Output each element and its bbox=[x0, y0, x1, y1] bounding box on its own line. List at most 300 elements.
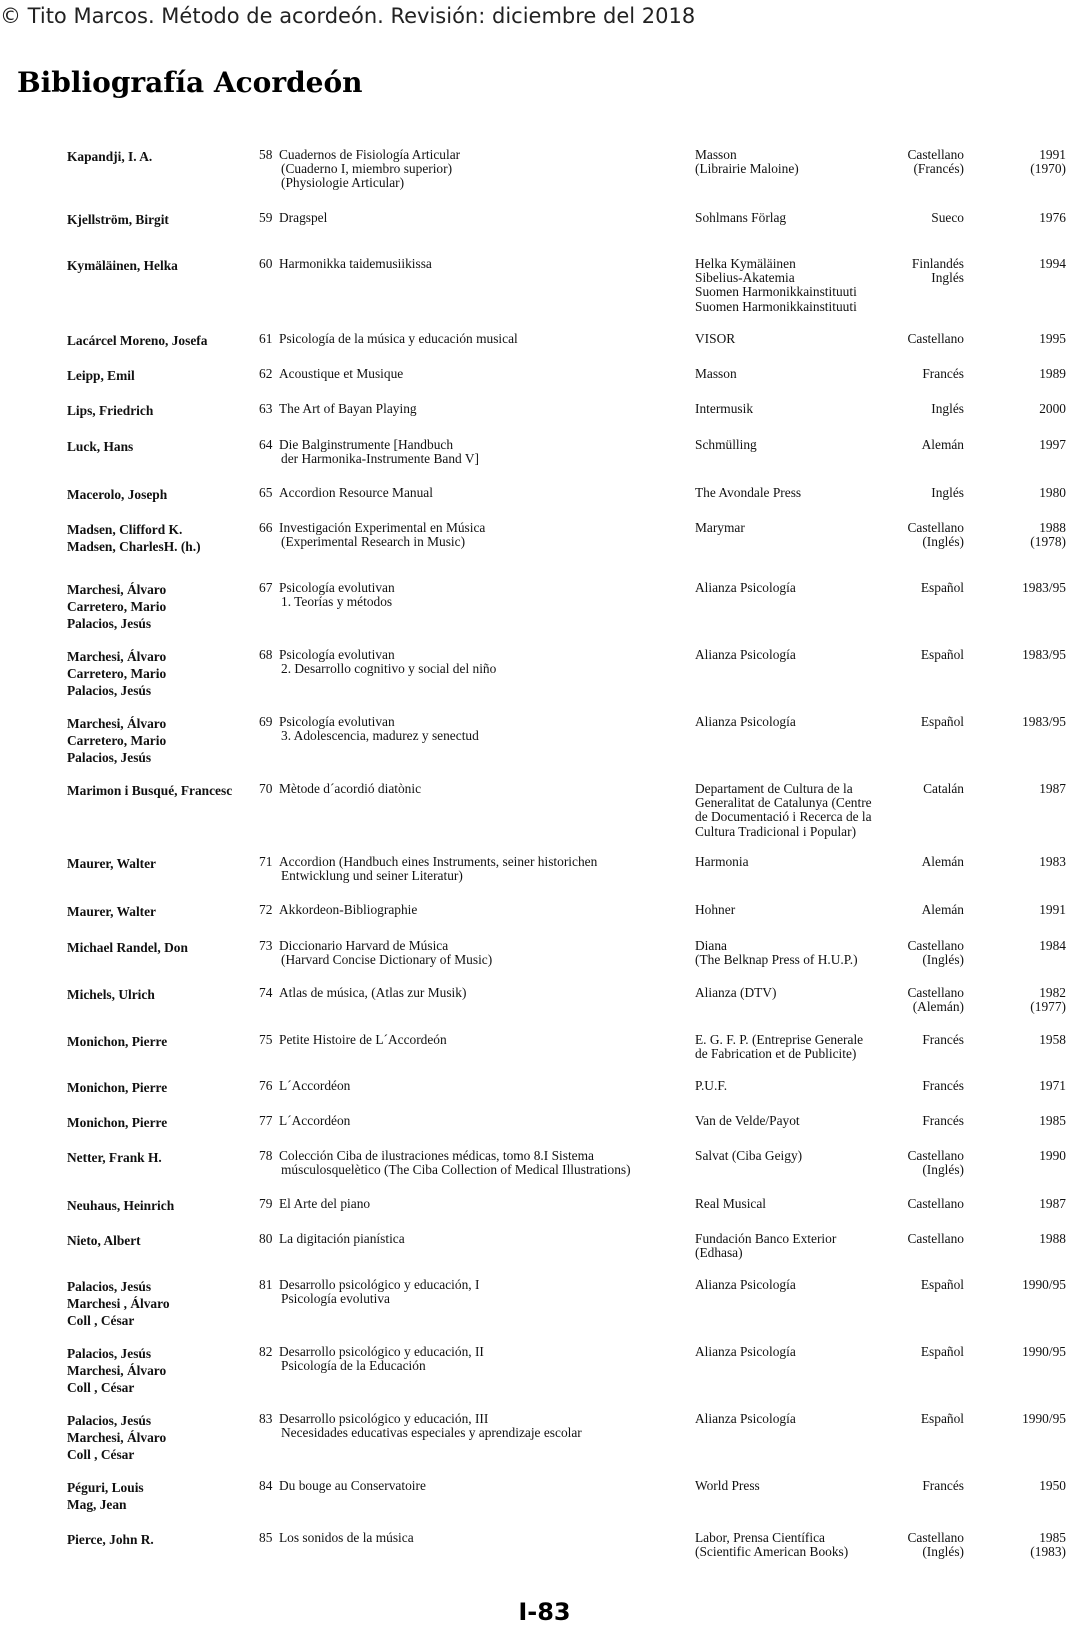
entry-year-line: 1985 bbox=[1039, 1113, 1066, 1128]
entry-title-line: Accordion Resource Manual bbox=[279, 485, 433, 500]
entry-year bbox=[980, 715, 1066, 729]
entry-title bbox=[279, 148, 689, 191]
entry-title bbox=[279, 1232, 689, 1246]
entry-authors bbox=[67, 715, 252, 766]
entry-title bbox=[279, 402, 689, 416]
entry-title-line: Desarrollo psicológico y educación, II bbox=[279, 1344, 484, 1359]
entry-language-line: (Inglés) bbox=[922, 1162, 964, 1178]
entry-language-line: Francés bbox=[922, 1032, 964, 1047]
entry-language bbox=[860, 332, 964, 346]
entry-title-line: El Arte del piano bbox=[279, 1196, 371, 1211]
entry-language-line: Español bbox=[920, 647, 964, 662]
entry-authors bbox=[67, 257, 252, 274]
entry-authors bbox=[67, 903, 252, 920]
entry-title-line: Petite Histoire de L´Accordeón bbox=[279, 1032, 447, 1047]
entry-title-line: Desarrollo psicológico y educación, I bbox=[279, 1277, 480, 1292]
entry-number: 76 bbox=[259, 1078, 273, 1093]
entry-authors-line: Lips, Friedrich bbox=[67, 403, 154, 418]
entry-authors-line: Marchesi, Álvaro bbox=[67, 649, 167, 664]
entry-authors-line: Carretero, Mario bbox=[67, 599, 167, 614]
entry-language-line: Francés bbox=[922, 1113, 964, 1128]
entry-title-line: 2. Desarrollo cognitivo y social del niño bbox=[281, 661, 497, 677]
entry-language bbox=[860, 1232, 964, 1246]
entry-authors-line: Neuhaus, Heinrich bbox=[67, 1198, 175, 1213]
entry-year bbox=[980, 986, 1066, 1014]
entry-publisher-line: de Documentació i Recerca de la bbox=[695, 809, 872, 825]
entry-language bbox=[860, 581, 964, 595]
entry-year-line: 1995 bbox=[1039, 331, 1066, 346]
entry-publisher-line: Van de Velde/Payot bbox=[695, 1113, 800, 1128]
entry-language-line: Castellano bbox=[907, 1148, 964, 1163]
entry-authors bbox=[67, 438, 252, 455]
entry-authors-line: Coll , César bbox=[67, 1447, 135, 1462]
entry-publisher-line: Masson bbox=[695, 147, 737, 162]
entry-title bbox=[279, 903, 689, 917]
entry-number: 74 bbox=[259, 985, 273, 1000]
entry-language-line: (Inglés) bbox=[922, 952, 964, 968]
entry-year-line: 1980 bbox=[1039, 485, 1066, 500]
entry-authors-line: Leipp, Emil bbox=[67, 368, 135, 383]
entry-number: 69 bbox=[259, 714, 273, 729]
entry-title-line: (Physiologie Articular) bbox=[281, 175, 405, 191]
entry-language-line: Alemán bbox=[921, 854, 964, 869]
entry-title-line: músculosquelètico (The Ciba Collection of Medical Illustrations) bbox=[281, 1162, 631, 1178]
entry-authors-line: Lacárcel Moreno, Josefa bbox=[67, 333, 208, 348]
entry-title bbox=[279, 1412, 689, 1440]
entry-authors bbox=[67, 1531, 252, 1548]
entry-publisher-line: Schmülling bbox=[695, 437, 757, 452]
entry-publisher-line: Alianza (DTV) bbox=[695, 985, 777, 1000]
entry-year-line: 1976 bbox=[1039, 210, 1066, 225]
entry-language-line: (Francés) bbox=[913, 161, 964, 177]
entry-authors bbox=[67, 581, 252, 632]
entry-publisher-line: E. G. F. P. (Entreprise Generale bbox=[695, 1032, 864, 1047]
entry-language-line: Castellano bbox=[907, 985, 964, 1000]
entry-authors-line: Monichon, Pierre bbox=[67, 1034, 168, 1049]
entry-year-line: (1977) bbox=[1030, 999, 1066, 1015]
entry-authors-line: Monichon, Pierre bbox=[67, 1080, 168, 1095]
entry-year bbox=[980, 1079, 1066, 1093]
entry-authors-line: Kapandji, I. A. bbox=[67, 149, 153, 164]
entry-year bbox=[980, 332, 1066, 346]
entry-year bbox=[980, 1278, 1066, 1292]
entry-publisher-line: Helka Kymäläinen bbox=[695, 256, 796, 271]
entry-authors-line: Péguri, Louis bbox=[67, 1480, 144, 1495]
entry-number: 65 bbox=[259, 485, 273, 500]
entry-title-line: (Harvard Concise Dictionary of Music) bbox=[281, 952, 493, 968]
entry-language-line: (Inglés) bbox=[922, 534, 964, 550]
entry-publisher-line: Sibelius-Akatemia bbox=[695, 270, 795, 286]
entry-language bbox=[860, 903, 964, 917]
entry-year-line: 1983 bbox=[1039, 854, 1066, 869]
entry-authors-line: Marimon i Busqué, Francesc bbox=[67, 783, 233, 798]
entry-year-line: 1985 bbox=[1039, 1530, 1066, 1545]
entry-authors-line: Monichon, Pierre bbox=[67, 1115, 168, 1130]
entry-title bbox=[279, 648, 689, 676]
entry-language-line: Español bbox=[920, 580, 964, 595]
entry-title-line: Cuadernos de Fisiología Articular bbox=[279, 147, 461, 162]
entry-authors-line: Kjellström, Birgit bbox=[67, 212, 169, 227]
entry-authors bbox=[67, 1412, 252, 1463]
entry-language-line: Sueco bbox=[931, 210, 964, 225]
entry-title-line: Investigación Experimental en Música bbox=[279, 520, 486, 535]
entry-authors-line: Michels, Ulrich bbox=[67, 987, 155, 1002]
entry-year bbox=[980, 1033, 1066, 1047]
entry-title-line: Atlas de música, (Atlas zur Musik) bbox=[279, 985, 467, 1000]
entry-language-line: Catalán bbox=[923, 781, 964, 796]
entry-title-line: der Harmonika-Instrumente Band V] bbox=[281, 451, 479, 467]
entry-title bbox=[279, 1149, 689, 1177]
entry-number: 75 bbox=[259, 1032, 273, 1047]
entry-year bbox=[980, 257, 1066, 271]
entry-number: 71 bbox=[259, 854, 273, 869]
entry-authors bbox=[67, 782, 252, 799]
entry-number: 77 bbox=[259, 1113, 273, 1128]
entry-language-line: Español bbox=[920, 1411, 964, 1426]
entry-language-line: Alemán bbox=[921, 437, 964, 452]
entry-number: 70 bbox=[259, 781, 273, 796]
entry-title bbox=[279, 1033, 689, 1047]
entry-authors bbox=[67, 1278, 252, 1329]
entry-authors-line: Coll , César bbox=[67, 1313, 135, 1328]
entry-authors-line: Maurer, Walter bbox=[67, 904, 157, 919]
entry-year bbox=[980, 521, 1066, 549]
entry-title bbox=[279, 521, 689, 549]
entry-language-line: Castellano bbox=[907, 520, 964, 535]
entry-title bbox=[279, 986, 689, 1000]
entry-title bbox=[279, 581, 689, 609]
entry-language bbox=[860, 715, 964, 729]
entry-title-line: L´Accordéon bbox=[279, 1078, 351, 1093]
entry-language bbox=[860, 486, 964, 500]
entry-language-line: Castellano bbox=[907, 1231, 964, 1246]
entry-language bbox=[860, 257, 964, 285]
entry-title bbox=[279, 367, 689, 381]
entry-authors-line: Netter, Frank H. bbox=[67, 1150, 162, 1165]
entry-title bbox=[279, 211, 689, 225]
entry-number: 81 bbox=[259, 1277, 273, 1292]
entry-year bbox=[980, 1531, 1066, 1559]
entry-authors bbox=[67, 986, 252, 1003]
entry-publisher-line: Alianza Psicología bbox=[695, 1411, 796, 1426]
entry-number: 64 bbox=[259, 437, 273, 452]
entry-number: 58 bbox=[259, 147, 273, 162]
entry-publisher-line: (Librairie Maloine) bbox=[695, 161, 799, 177]
entry-publisher-line: Suomen Harmonikkainstituuti bbox=[695, 284, 857, 300]
entry-publisher-line: (The Belknap Press of H.U.P.) bbox=[695, 952, 858, 968]
entry-publisher-line: Marymar bbox=[695, 520, 745, 535]
entry-year bbox=[980, 438, 1066, 452]
entry-authors-line: Madsen, Clifford K. bbox=[67, 522, 183, 537]
entry-language-line: Español bbox=[920, 1344, 964, 1359]
entry-year bbox=[980, 1412, 1066, 1426]
entry-authors-line: Coll , César bbox=[67, 1380, 135, 1395]
entry-publisher-line: Alianza Psicología bbox=[695, 580, 796, 595]
entry-year-line: 1983/95 bbox=[1022, 580, 1066, 595]
entry-number: 82 bbox=[259, 1344, 273, 1359]
entry-authors bbox=[67, 1114, 252, 1131]
entry-publisher-line: Intermusik bbox=[695, 401, 754, 416]
entry-title-line: 3. Adolescencia, madurez y senectud bbox=[281, 728, 479, 744]
entry-publisher-line: The Avondale Press bbox=[695, 485, 802, 500]
entry-language bbox=[860, 211, 964, 225]
entry-title bbox=[279, 1278, 689, 1306]
entry-title-line: Necesidades educativas especiales y aprendizaje escolar bbox=[281, 1425, 582, 1441]
entry-year-line: 1990/95 bbox=[1022, 1411, 1066, 1426]
entry-number: 62 bbox=[259, 366, 273, 381]
entry-number: 83 bbox=[259, 1411, 273, 1426]
entry-publisher-line: Suomen Harmonikkainstituuti bbox=[695, 298, 857, 314]
entry-number: 80 bbox=[259, 1231, 273, 1246]
entry-publisher-line: Alianza Psicología bbox=[695, 1277, 796, 1292]
entry-language bbox=[860, 1345, 964, 1359]
entry-authors bbox=[67, 332, 252, 349]
entry-authors bbox=[67, 855, 252, 872]
entry-title-line: Die Balginstrumente [Handbuch bbox=[279, 437, 454, 452]
entry-year-line: 1994 bbox=[1039, 256, 1066, 271]
entry-language-line: Castellano bbox=[907, 938, 964, 953]
entry-title bbox=[279, 257, 689, 271]
entry-publisher-line: VISOR bbox=[695, 331, 736, 346]
entry-authors bbox=[67, 939, 252, 956]
entry-language-line: Castellano bbox=[907, 1530, 964, 1545]
entry-number: 79 bbox=[259, 1196, 273, 1211]
entry-number: 59 bbox=[259, 210, 273, 225]
entry-language bbox=[860, 1079, 964, 1093]
entry-authors-line: Palacios, Jesús bbox=[67, 616, 152, 631]
entry-year-line: 1983/95 bbox=[1022, 647, 1066, 662]
page-title: Bibliografía Acordeón bbox=[17, 66, 363, 99]
entry-year-line: (1970) bbox=[1030, 161, 1066, 177]
entry-year bbox=[980, 1149, 1066, 1163]
page-number: I-83 bbox=[518, 1598, 571, 1626]
entry-authors bbox=[67, 1197, 252, 1214]
entry-authors-line: Macerolo, Joseph bbox=[67, 487, 168, 502]
entry-year bbox=[980, 782, 1066, 796]
entry-number: 73 bbox=[259, 938, 273, 953]
entry-authors-line: Maurer, Walter bbox=[67, 856, 157, 871]
entry-language-line: Español bbox=[920, 1277, 964, 1292]
entry-title-line: Psicología evolutiva bbox=[281, 1291, 390, 1307]
entry-publisher-line: P.U.F. bbox=[695, 1078, 728, 1093]
entry-number: 61 bbox=[259, 331, 273, 346]
entry-year-line: 1983/95 bbox=[1022, 714, 1066, 729]
entry-authors bbox=[67, 402, 252, 419]
entry-authors-line: Madsen, CharlesH. (h.) bbox=[67, 539, 201, 554]
entry-year bbox=[980, 486, 1066, 500]
entry-title-line: Accordion (Handbuch eines Instruments, seiner historichen bbox=[279, 854, 598, 869]
entry-title bbox=[279, 438, 689, 466]
entry-title-line: Colección Ciba de ilustraciones médicas, tomo 8.I Sistema bbox=[279, 1148, 594, 1163]
entry-language-line: Alemán bbox=[921, 902, 964, 917]
entry-number: 78 bbox=[259, 1148, 273, 1163]
entry-authors-line: Marchesi , Álvaro bbox=[67, 1296, 170, 1311]
entry-title bbox=[279, 1345, 689, 1373]
entry-year-line: (1978) bbox=[1030, 534, 1066, 550]
entry-title-line: Psicología de la música y educación musical bbox=[279, 331, 518, 346]
entry-title-line: Du bouge au Conservatoire bbox=[279, 1478, 426, 1493]
entry-authors-line: Carretero, Mario bbox=[67, 666, 167, 681]
entry-language-line: Castellano bbox=[907, 147, 964, 162]
entry-publisher-line: Alianza Psicología bbox=[695, 647, 796, 662]
entry-authors bbox=[67, 648, 252, 699]
entry-language bbox=[860, 648, 964, 662]
entry-title bbox=[279, 715, 689, 743]
entry-year-line: 1982 bbox=[1039, 985, 1066, 1000]
entry-authors bbox=[67, 486, 252, 503]
entry-language bbox=[860, 1531, 964, 1559]
entry-year-line: 1990/95 bbox=[1022, 1344, 1066, 1359]
entry-year bbox=[980, 581, 1066, 595]
entry-language bbox=[860, 855, 964, 869]
entry-publisher-line: Cultura Tradicional i Popular) bbox=[695, 823, 857, 839]
entry-year-line: 1950 bbox=[1039, 1478, 1066, 1493]
entry-language bbox=[860, 1412, 964, 1426]
entry-year bbox=[980, 855, 1066, 869]
entry-language bbox=[860, 1114, 964, 1128]
entry-title-line: 1. Teorías y métodos bbox=[281, 594, 393, 610]
entry-authors-line: Marchesi, Álvaro bbox=[67, 1430, 167, 1445]
entry-year-line: 1990/95 bbox=[1022, 1277, 1066, 1292]
entry-publisher-line: Salvat (Ciba Geigy) bbox=[695, 1148, 803, 1163]
entry-authors-line: Palacios, Jesús bbox=[67, 1279, 152, 1294]
entry-publisher-line: Harmonia bbox=[695, 854, 749, 869]
entry-title-line: Desarrollo psicológico y educación, III bbox=[279, 1411, 489, 1426]
entry-year bbox=[980, 648, 1066, 662]
entry-title bbox=[279, 1114, 689, 1128]
entry-title bbox=[279, 1531, 689, 1545]
entry-language-line: Francés bbox=[922, 1078, 964, 1093]
entry-number: 66 bbox=[259, 520, 273, 535]
entry-authors-line: Marchesi, Álvaro bbox=[67, 1363, 167, 1378]
entry-number: 60 bbox=[259, 256, 273, 271]
entry-title-line: Psicología de la Educación bbox=[281, 1358, 426, 1374]
entry-language bbox=[860, 521, 964, 549]
entry-publisher-line: Labor, Prensa Científica bbox=[695, 1530, 825, 1545]
entry-language bbox=[860, 1033, 964, 1047]
entry-title-line: Akkordeon-Bibliographie bbox=[279, 902, 418, 917]
entry-language-line: Inglés bbox=[931, 270, 964, 286]
entry-language bbox=[860, 939, 964, 967]
entry-language-line: (Alemán) bbox=[912, 999, 964, 1015]
entry-year-line: 1987 bbox=[1039, 1196, 1066, 1211]
entry-year bbox=[980, 402, 1066, 416]
entry-language-line: Finlandés bbox=[911, 256, 964, 271]
entry-publisher-line: Hohner bbox=[695, 902, 736, 917]
entry-title-line: L´Accordéon bbox=[279, 1113, 351, 1128]
entry-language-line: Castellano bbox=[907, 1196, 964, 1211]
entry-year bbox=[980, 1232, 1066, 1246]
entry-year-line: 1987 bbox=[1039, 781, 1066, 796]
entry-title-line: The Art of Bayan Playing bbox=[279, 401, 417, 416]
entry-publisher-line: (Edhasa) bbox=[695, 1245, 743, 1261]
entry-title-line: Mètode d´acordió diatònic bbox=[279, 781, 422, 796]
entry-title-line: La digitación pianística bbox=[279, 1231, 405, 1246]
entry-publisher-line: Alianza Psicología bbox=[695, 714, 796, 729]
entry-year bbox=[980, 1345, 1066, 1359]
entry-year-line: (1983) bbox=[1030, 1544, 1066, 1560]
entry-publisher-line: Diana bbox=[695, 938, 727, 953]
entry-year bbox=[980, 211, 1066, 225]
entry-publisher-line: Departament de Cultura de la bbox=[695, 781, 853, 796]
entry-year-line: 1958 bbox=[1039, 1032, 1066, 1047]
entry-authors bbox=[67, 1232, 252, 1249]
entry-authors-line: Marchesi, Álvaro bbox=[67, 716, 167, 731]
entry-number: 84 bbox=[259, 1478, 273, 1493]
entry-year-line: 1997 bbox=[1039, 437, 1066, 452]
entry-authors-line: Palacios, Jesús bbox=[67, 750, 152, 765]
entry-authors bbox=[67, 1149, 252, 1166]
entry-year-line: 1991 bbox=[1039, 147, 1066, 162]
entry-language bbox=[860, 367, 964, 381]
entry-title-line: Psicología evolutivan bbox=[279, 647, 395, 662]
entry-language bbox=[860, 782, 964, 796]
entry-title-line: Diccionario Harvard de Música bbox=[279, 938, 449, 953]
entry-language bbox=[860, 1197, 964, 1211]
entry-publisher-line: Fundación Banco Exterior bbox=[695, 1231, 837, 1246]
entry-number: 72 bbox=[259, 902, 273, 917]
entry-number: 67 bbox=[259, 580, 273, 595]
entry-year-line: 1990 bbox=[1039, 1148, 1066, 1163]
entry-authors bbox=[67, 1479, 252, 1513]
entry-language-line: Castellano bbox=[907, 331, 964, 346]
entry-authors-line: Mag, Jean bbox=[67, 1497, 127, 1512]
entry-publisher-line: Masson bbox=[695, 366, 737, 381]
entry-title bbox=[279, 332, 689, 346]
entry-language bbox=[860, 1278, 964, 1292]
entry-language bbox=[860, 148, 964, 176]
entry-language-line: Francés bbox=[922, 366, 964, 381]
entry-year bbox=[980, 939, 1066, 953]
entry-year bbox=[980, 367, 1066, 381]
entry-language-line: Inglés bbox=[931, 485, 964, 500]
entry-title-line: Acoustique et Musique bbox=[279, 366, 404, 381]
copyright-header: © Tito Marcos. Método de acordeón. Revisión: diciembre del 2018 bbox=[0, 4, 696, 28]
entry-authors-line: Palacios, Jesús bbox=[67, 1346, 152, 1361]
entry-language bbox=[860, 1479, 964, 1493]
entry-authors bbox=[67, 148, 252, 165]
entry-authors-line: Pierce, John R. bbox=[67, 1532, 154, 1547]
entry-language-line: Francés bbox=[922, 1478, 964, 1493]
entry-language-line: Español bbox=[920, 714, 964, 729]
entry-year bbox=[980, 148, 1066, 176]
entry-authors-line: Kymäläinen, Helka bbox=[67, 258, 178, 273]
entry-authors-line: Palacios, Jesús bbox=[67, 683, 152, 698]
entry-title bbox=[279, 855, 689, 883]
entry-publisher-line: Generalitat de Catalunya (Centre bbox=[695, 795, 872, 811]
entry-title bbox=[279, 486, 689, 500]
entry-language bbox=[860, 402, 964, 416]
entry-authors bbox=[67, 1345, 252, 1396]
entry-year bbox=[980, 1197, 1066, 1211]
entry-year-line: 1971 bbox=[1039, 1078, 1066, 1093]
entry-authors-line: Nieto, Albert bbox=[67, 1233, 141, 1248]
entry-publisher-line: Real Musical bbox=[695, 1196, 767, 1211]
entry-authors bbox=[67, 1079, 252, 1096]
entry-publisher-line: Sohlmans Förlag bbox=[695, 210, 787, 225]
entry-publisher-line: de Fabrication et de Publicite) bbox=[695, 1046, 857, 1062]
entry-year-line: 1991 bbox=[1039, 902, 1066, 917]
entry-year-line: 1984 bbox=[1039, 938, 1066, 953]
entry-title-line: Los sonidos de la música bbox=[279, 1530, 414, 1545]
entry-title bbox=[279, 1197, 689, 1211]
entry-publisher-line: (Scientific American Books) bbox=[695, 1544, 849, 1560]
entry-number: 63 bbox=[259, 401, 273, 416]
entry-year-line: 1988 bbox=[1039, 1231, 1066, 1246]
entry-authors bbox=[67, 1033, 252, 1050]
entry-year-line: 1988 bbox=[1039, 520, 1066, 535]
entry-title-line: (Cuaderno I, miembro superior) bbox=[281, 161, 453, 177]
